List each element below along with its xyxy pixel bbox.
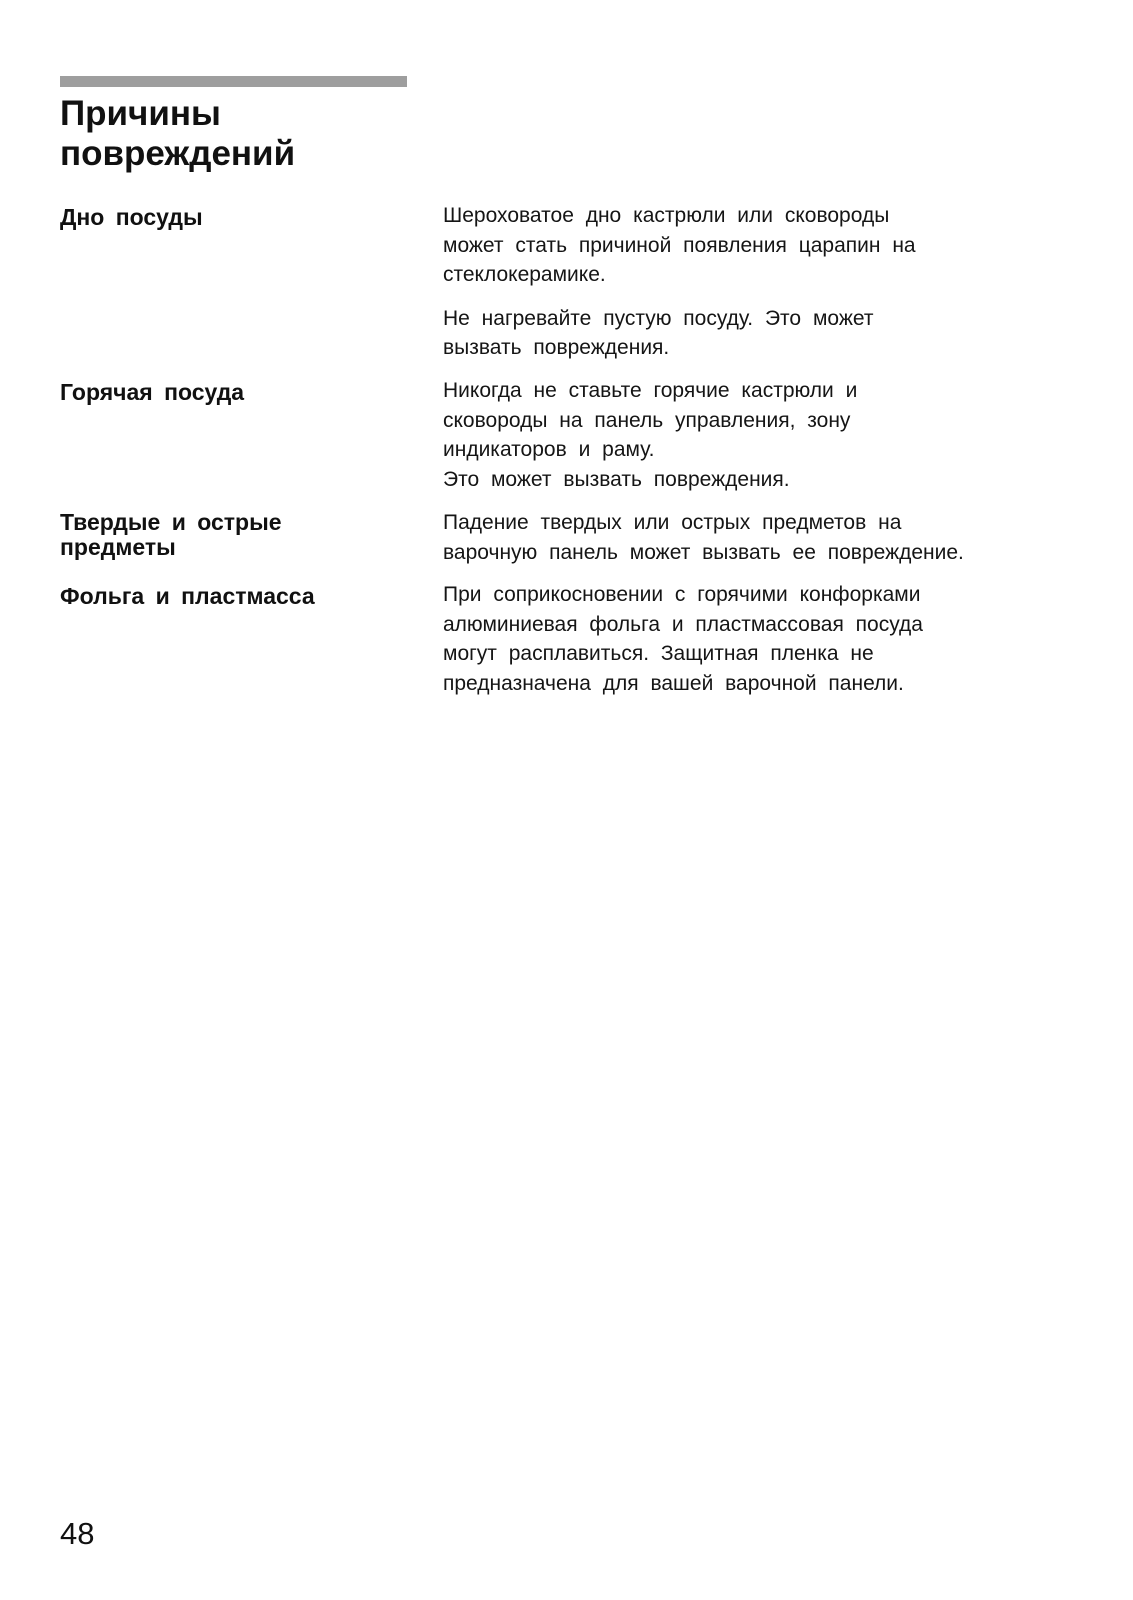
text-line: Это может вызвать повреждения. [443, 467, 790, 491]
title-rule [60, 76, 407, 87]
text-line: могут расплавиться. Защитная пленка не [443, 642, 874, 665]
text-line: варочную панель может вызвать ее повреждение. [443, 540, 964, 564]
section-body [443, 201, 1103, 377]
text-line: стеклокерамике. [443, 263, 606, 286]
page-title-line: повреждений [60, 134, 296, 173]
paragraph [443, 508, 1103, 567]
text-line: предназначена для вашей варочной панели. [443, 671, 904, 695]
page-number: 48 [60, 1516, 95, 1551]
text-line: индикаторов и раму. [443, 438, 655, 461]
page-title [60, 94, 460, 174]
section-heading-line: предметы [60, 534, 176, 560]
section-body [443, 508, 1103, 581]
section-heading [60, 510, 400, 560]
paragraph [443, 376, 1103, 494]
section-heading-line: Твердые и острые [60, 509, 282, 535]
text-line: Падение твердых или острых предметов на [443, 511, 902, 534]
section-body [443, 376, 1103, 508]
section-heading [60, 584, 400, 609]
section-heading-line: Горячая посуда [60, 379, 245, 405]
paragraph [443, 201, 1103, 290]
text-line: Шероховатое дно кастрюли или сковороды [443, 204, 890, 227]
text-line: При соприкосновении с горячими конфорками [443, 583, 921, 606]
section-heading-line: Дно посуды [60, 204, 203, 230]
text-line: сковороды на панель управления, зону [443, 408, 851, 432]
section-body [443, 580, 1103, 712]
section-heading [60, 205, 400, 230]
text-line: вызвать повреждения. [443, 336, 670, 359]
text-line: Не нагревайте пустую посуду. Это может [443, 306, 874, 330]
paragraph [443, 580, 1103, 698]
section-heading [60, 380, 400, 405]
text-line: Никогда не ставьте горячие кастрюли и [443, 379, 858, 402]
section-heading-line: Фольга и пластмасса [60, 583, 315, 609]
text-line: алюминиевая фольга и пластмассовая посуда [443, 612, 923, 636]
text-line: может стать причиной появления царапин на [443, 233, 916, 257]
page-title-line: Причины [60, 94, 221, 133]
paragraph [443, 304, 1103, 363]
